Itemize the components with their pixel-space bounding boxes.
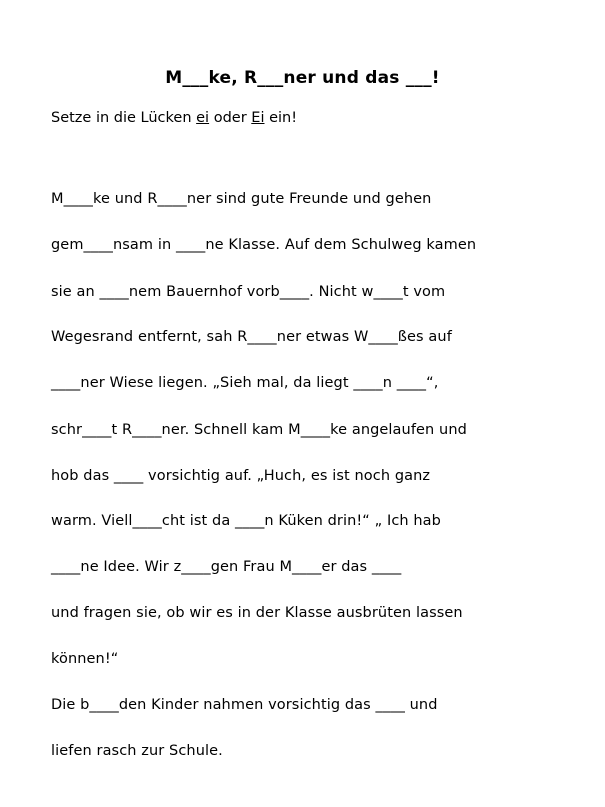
worksheet-title: M___ke, R___ner und das ___!	[165, 68, 440, 88]
text-line: liefen rasch zur Schule.	[51, 743, 223, 759]
instruction-text-after: ein!	[264, 110, 298, 126]
text-line: ____ner Wiese liegen. „Sieh mal, da liegt ____n ____“,	[51, 375, 439, 391]
text-line: Die b____den Kinder nahmen vorsichtig das ____ und	[51, 697, 438, 713]
text-line: Wegesrand entfernt, sah R____ner etwas W____ßes auf	[51, 329, 452, 345]
instruction-text-before: Setze in die Lücken	[51, 110, 197, 126]
option-ei: ei	[196, 110, 210, 126]
text-line: M____ke und R____ner sind gute Freunde und gehen	[51, 191, 432, 207]
text-line: und fragen sie, ob wir es in der Klasse ausbrüten lassen	[51, 605, 463, 621]
text-line: schr____t R____ner. Schnell kam M____ke angelaufen und	[51, 422, 467, 438]
option-Ei: Ei	[251, 110, 265, 126]
text-line: können!“	[51, 651, 119, 667]
text-line: gem____nsam in ____ne Klasse. Auf dem Schulweg kamen	[51, 237, 477, 253]
text-line: warm. Viell____cht ist da ____n Küken drin!“ „ Ich hab	[51, 513, 441, 529]
text-line: sie an ____nem Bauernhof vorb____. Nicht w____t vom	[51, 284, 446, 300]
text-line: ____ne Idee. Wir z____gen Frau M____er das ____	[51, 559, 402, 575]
instruction-text-mid: oder	[209, 110, 252, 126]
instruction	[51, 110, 297, 126]
text-line: hob das ____ vorsichtig auf. „Huch, es ist noch ganz	[51, 468, 431, 484]
